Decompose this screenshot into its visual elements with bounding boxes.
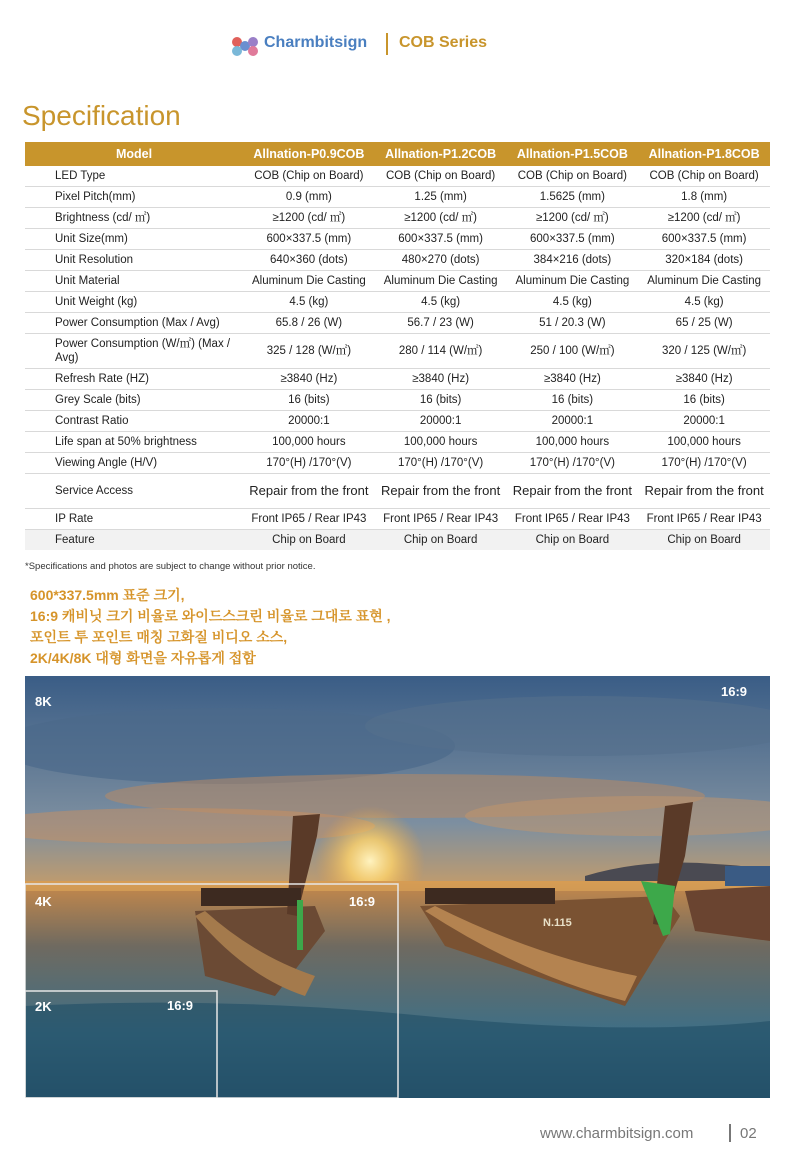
table-cell: ≥3840 (Hz) bbox=[507, 369, 639, 390]
table-cell: Front IP65 / Rear IP43 bbox=[638, 509, 770, 530]
table-row bbox=[25, 453, 770, 474]
table-cell: COB (Chip on Board) bbox=[243, 166, 375, 187]
brand-logo-icon bbox=[229, 35, 261, 57]
page-title: Specification bbox=[22, 100, 181, 131]
feature-description bbox=[30, 585, 391, 669]
table-cell: 100,000 hours bbox=[243, 432, 375, 453]
table-row bbox=[25, 369, 770, 390]
table-cell: 56.7 / 23 (W) bbox=[375, 313, 507, 334]
column-header: Allnation-P1.8COB bbox=[638, 142, 770, 166]
table-cell: 480×270 (dots) bbox=[375, 250, 507, 271]
disclaimer-note: *Specifications and photos are subject to change without prior notice. bbox=[25, 561, 316, 572]
table-cell: 280 / 114 (W/㎡) bbox=[375, 334, 507, 369]
column-header: Allnation-P0.9COB bbox=[243, 142, 375, 166]
label-ratio-8k: 16:9 bbox=[721, 684, 748, 699]
table-cell: 20000:1 bbox=[507, 411, 639, 432]
table-row bbox=[25, 292, 770, 313]
table-cell: 16 (bits) bbox=[243, 390, 375, 411]
row-label: Life span at 50% brightness bbox=[25, 432, 243, 453]
table-row bbox=[25, 187, 770, 208]
table-cell: 170°(H) /170°(V) bbox=[507, 453, 639, 474]
table-cell: Aluminum Die Casting bbox=[638, 271, 770, 292]
table-cell: Chip on Board bbox=[507, 530, 639, 551]
table-cell: 4.5 (kg) bbox=[243, 292, 375, 313]
row-label: Unit Resolution bbox=[25, 250, 243, 271]
table-cell: 4.5 (kg) bbox=[375, 292, 507, 313]
table-cell: Chip on Board bbox=[638, 530, 770, 551]
table-cell: 51 / 20.3 (W) bbox=[507, 313, 639, 334]
row-label: Unit Weight (kg) bbox=[25, 292, 243, 313]
table-cell: ≥1200 (cd/ ㎡) bbox=[375, 208, 507, 229]
row-label: Power Consumption (W/㎡) (Max / Avg) bbox=[25, 334, 243, 369]
table-cell: 600×337.5 (mm) bbox=[243, 229, 375, 250]
table-cell: Repair from the front bbox=[638, 474, 770, 509]
series-name: COB Series bbox=[399, 34, 488, 51]
table-cell: 65 / 25 (W) bbox=[638, 313, 770, 334]
table-cell: 640×360 (dots) bbox=[243, 250, 375, 271]
row-label: Contrast Ratio bbox=[25, 411, 243, 432]
table-cell: Front IP65 / Rear IP43 bbox=[375, 509, 507, 530]
table-cell: Repair from the front bbox=[507, 474, 639, 509]
table-cell: ≥1200 (cd/ ㎡) bbox=[243, 208, 375, 229]
table-cell: COB (Chip on Board) bbox=[375, 166, 507, 187]
row-label: LED Type bbox=[25, 166, 243, 187]
table-cell: 100,000 hours bbox=[638, 432, 770, 453]
page-number: 02 bbox=[740, 1125, 757, 1142]
label-4k: 4K bbox=[35, 894, 52, 909]
table-cell: 320×184 (dots) bbox=[638, 250, 770, 271]
feature-line: 600*337.5mm 표준 크기, bbox=[30, 587, 185, 603]
feature-line: 포인트 투 포인트 매칭 고화질 비디오 소스, bbox=[30, 629, 288, 645]
brand-name: Charmbitsign bbox=[264, 34, 368, 51]
table-cell: Chip on Board bbox=[375, 530, 507, 551]
row-label: Unit Size(mm) bbox=[25, 229, 243, 250]
table-header-row bbox=[25, 142, 770, 166]
table-row bbox=[25, 250, 770, 271]
table-cell: Front IP65 / Rear IP43 bbox=[243, 509, 375, 530]
table-row bbox=[25, 432, 770, 453]
table-cell: 4.5 (kg) bbox=[507, 292, 639, 313]
row-label: Grey Scale (bits) bbox=[25, 390, 243, 411]
table-cell: COB (Chip on Board) bbox=[507, 166, 639, 187]
table-cell: Aluminum Die Casting bbox=[507, 271, 639, 292]
row-label: Service Access bbox=[25, 474, 243, 509]
row-label: IP Rate bbox=[25, 509, 243, 530]
table-cell: Front IP65 / Rear IP43 bbox=[507, 509, 639, 530]
footer-divider bbox=[729, 1124, 731, 1142]
table-cell: 0.9 (mm) bbox=[243, 187, 375, 208]
label-ratio-4k: 16:9 bbox=[349, 894, 376, 909]
table-row bbox=[25, 474, 770, 509]
table-cell: 20000:1 bbox=[375, 411, 507, 432]
table-row bbox=[25, 334, 770, 369]
table-row bbox=[25, 229, 770, 250]
table-row bbox=[25, 390, 770, 411]
feature-line: 16:9 캐비닛 크기 비율로 와이드스크린 비율로 그대로 표현 , bbox=[30, 608, 391, 624]
table-cell: ≥1200 (cd/ ㎡) bbox=[507, 208, 639, 229]
table-cell: COB (Chip on Board) bbox=[638, 166, 770, 187]
table-cell: 4.5 (kg) bbox=[638, 292, 770, 313]
label-8k: 8K bbox=[35, 694, 52, 709]
table-cell: 250 / 100 (W/㎡) bbox=[507, 334, 639, 369]
table-cell: 170°(H) /170°(V) bbox=[638, 453, 770, 474]
table-cell: ≥3840 (Hz) bbox=[375, 369, 507, 390]
table-cell: Repair from the front bbox=[243, 474, 375, 509]
table-row bbox=[25, 208, 770, 229]
boat-number: N.115 bbox=[543, 917, 572, 929]
table-cell: 320 / 125 (W/㎡) bbox=[638, 334, 770, 369]
row-label: Feature bbox=[25, 530, 243, 551]
table-row bbox=[25, 271, 770, 292]
photo-illustration bbox=[25, 676, 770, 1098]
table-cell: 65.8 / 26 (W) bbox=[243, 313, 375, 334]
table-row bbox=[25, 166, 770, 187]
table-cell: 170°(H) /170°(V) bbox=[375, 453, 507, 474]
table-row bbox=[25, 530, 770, 551]
table-cell: Aluminum Die Casting bbox=[375, 271, 507, 292]
table-cell: 600×337.5 (mm) bbox=[638, 229, 770, 250]
header-divider bbox=[386, 33, 388, 55]
table-cell: 16 (bits) bbox=[638, 390, 770, 411]
column-header: Model bbox=[25, 142, 243, 166]
table-cell: ≥3840 (Hz) bbox=[243, 369, 375, 390]
spec-table bbox=[25, 142, 770, 550]
label-ratio-2k: 16:9 bbox=[167, 998, 194, 1013]
label-2k: 2K bbox=[35, 999, 52, 1014]
table-cell: ≥3840 (Hz) bbox=[638, 369, 770, 390]
table-row bbox=[25, 313, 770, 334]
row-label: Power Consumption (Max / Avg) bbox=[25, 313, 243, 334]
table-cell: 20000:1 bbox=[638, 411, 770, 432]
table-cell: 600×337.5 (mm) bbox=[507, 229, 639, 250]
row-label: Unit Material bbox=[25, 271, 243, 292]
row-label: Viewing Angle (H/V) bbox=[25, 453, 243, 474]
table-cell: 170°(H) /170°(V) bbox=[243, 453, 375, 474]
table-cell: ≥1200 (cd/ ㎡) bbox=[638, 208, 770, 229]
table-cell: Aluminum Die Casting bbox=[243, 271, 375, 292]
table-cell: 20000:1 bbox=[243, 411, 375, 432]
table-cell: 16 (bits) bbox=[375, 390, 507, 411]
table-cell: 100,000 hours bbox=[507, 432, 639, 453]
table-cell: 1.5625 (mm) bbox=[507, 187, 639, 208]
footer-url: www.charmbitsign.com bbox=[540, 1125, 694, 1142]
table-cell: 16 (bits) bbox=[507, 390, 639, 411]
feature-line: 2K/4K/8K 대형 화면을 자유롭게 접합 bbox=[30, 650, 256, 666]
table-cell: Chip on Board bbox=[243, 530, 375, 551]
table-cell: Repair from the front bbox=[375, 474, 507, 509]
column-header: Allnation-P1.2COB bbox=[375, 142, 507, 166]
row-label: Brightness (cd/ ㎡) bbox=[25, 208, 243, 229]
table-row bbox=[25, 411, 770, 432]
column-header: Allnation-P1.5COB bbox=[507, 142, 639, 166]
table-cell: 100,000 hours bbox=[375, 432, 507, 453]
sunset-boats-photo bbox=[25, 676, 770, 1098]
table-row bbox=[25, 509, 770, 530]
table-cell: 325 / 128 (W/㎡) bbox=[243, 334, 375, 369]
table-cell: 600×337.5 (mm) bbox=[375, 229, 507, 250]
table-cell: 1.8 (mm) bbox=[638, 187, 770, 208]
page-header bbox=[0, 30, 800, 60]
row-label: Refresh Rate (HZ) bbox=[25, 369, 243, 390]
row-label: Pixel Pitch(mm) bbox=[25, 187, 243, 208]
table-cell: 384×216 (dots) bbox=[507, 250, 639, 271]
table-cell: 1.25 (mm) bbox=[375, 187, 507, 208]
